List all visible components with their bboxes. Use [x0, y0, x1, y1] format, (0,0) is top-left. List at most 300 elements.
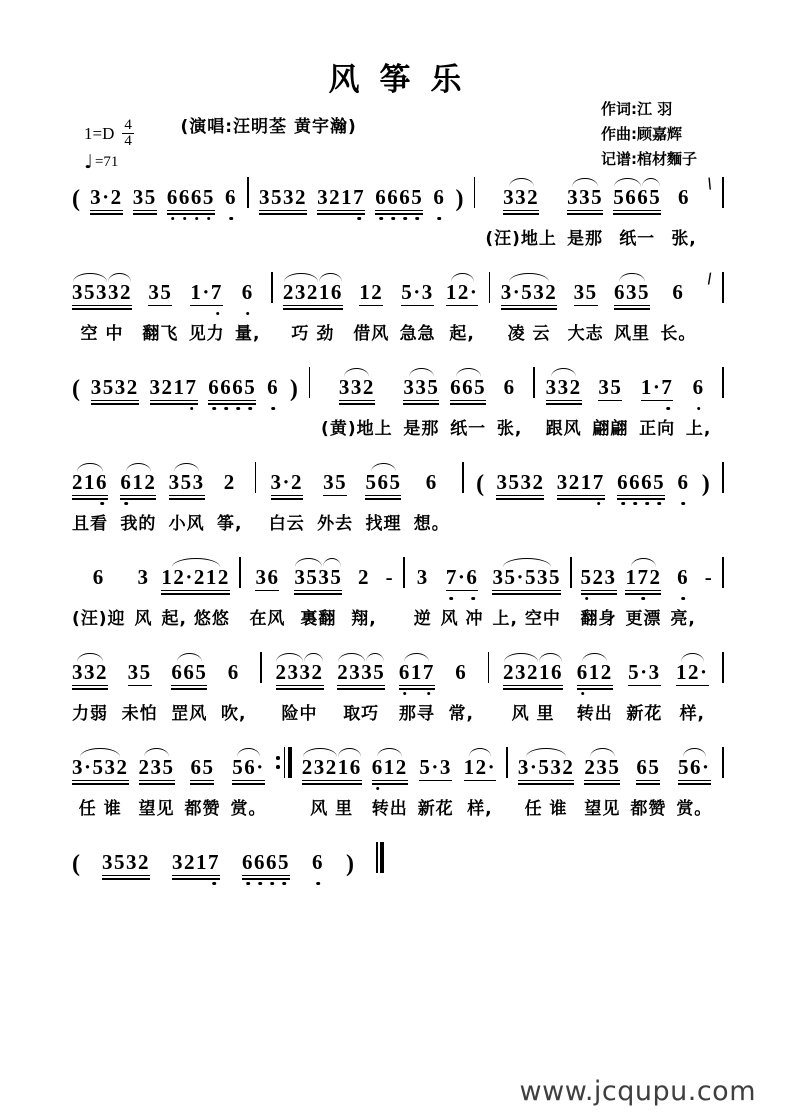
- note-cell: [225, 176, 237, 246]
- octave-dot-layer: [133, 215, 157, 222]
- note-area: [702, 461, 710, 507]
- octave-dot-layer: [426, 500, 438, 507]
- beam-line: [232, 780, 265, 782]
- note-area: [705, 556, 714, 602]
- octave-dot-layer: [401, 310, 434, 317]
- note-cell: [169, 461, 205, 534]
- slur-layer: [283, 271, 343, 281]
- octave-dot: [681, 597, 685, 601]
- note-cell: [568, 271, 604, 344]
- slur-layer: [598, 366, 622, 376]
- octave-dot-layer: [224, 500, 236, 507]
- beam-lines: [705, 588, 714, 595]
- lyric-text: 望见: [138, 799, 175, 819]
- octave-dot-layer: [399, 690, 435, 697]
- note-area: [707, 271, 712, 317]
- note-cell: [91, 366, 139, 436]
- note-digits: 612: [120, 470, 157, 494]
- slur-layer: [672, 271, 684, 281]
- beam-line: [372, 780, 408, 782]
- beam-lines: [232, 778, 265, 785]
- beam-line: [518, 780, 575, 782]
- note-area: [581, 556, 617, 602]
- close-paren: ): [455, 186, 464, 212]
- note-area: [372, 746, 408, 792]
- beam-line: [401, 305, 434, 307]
- beam-lines: [574, 303, 598, 310]
- note-digits: 3·2: [270, 470, 304, 494]
- note-area: [323, 461, 347, 507]
- beam-line: [276, 685, 324, 687]
- octave-dot-layer: [317, 215, 365, 222]
- quarter-note-icon: ♩: [84, 151, 93, 173]
- note-cell: [496, 461, 544, 531]
- lyric-text: 取巧: [343, 704, 380, 724]
- note-cell: [399, 651, 435, 724]
- note-area: [503, 176, 539, 222]
- slur-arc: [681, 653, 704, 662]
- symbol-cell: [72, 366, 80, 436]
- beam-line: [271, 495, 304, 497]
- beam-line: [190, 305, 223, 307]
- slur-layer: [574, 271, 598, 281]
- slur-layer: [577, 651, 613, 661]
- octave-dot-layer: [574, 310, 598, 317]
- note-digits: 6: [677, 565, 690, 589]
- symbol-cell: [239, 556, 241, 626]
- note-area: [359, 271, 383, 317]
- note-cell: [171, 651, 207, 724]
- lyric-text: 逆: [413, 609, 432, 629]
- barline: [260, 652, 262, 683]
- note-digits: 335: [567, 185, 604, 209]
- slur-arc: [451, 273, 474, 282]
- note-area: [375, 176, 423, 222]
- note-digits: -: [385, 565, 395, 589]
- credits-block: [601, 97, 697, 172]
- note-cell: [418, 746, 454, 819]
- slur-layer: [72, 651, 108, 661]
- slur-layer: [693, 366, 705, 376]
- octave-dot: [258, 882, 262, 886]
- note-digits: 235: [584, 755, 621, 779]
- beam-line: [628, 685, 661, 687]
- beam-lines: [636, 778, 660, 785]
- slur-arc: [172, 558, 220, 567]
- note-area: [419, 746, 452, 792]
- note-cell: [497, 366, 522, 439]
- note-area: [72, 271, 132, 317]
- beam-line: [171, 685, 207, 687]
- lyric-text: 新花: [626, 704, 663, 724]
- note-digits: 6: [312, 850, 324, 874]
- note-area: [567, 176, 603, 222]
- symbol-cell: [489, 271, 491, 341]
- octave-dot-layer: [546, 405, 582, 412]
- note-digits: 617: [398, 660, 435, 684]
- beam-line: [139, 780, 175, 782]
- note-digits: 332: [338, 375, 375, 399]
- note-cell: [102, 841, 150, 911]
- note-area: [294, 556, 342, 602]
- note-area: [72, 651, 108, 697]
- slur-layer: [613, 176, 661, 186]
- beam-lines: [676, 683, 709, 690]
- slur-layer: [317, 176, 365, 186]
- beam-lines: [677, 588, 689, 595]
- beam-lines: [693, 398, 705, 405]
- octave-dot-layer: [148, 310, 172, 317]
- slur-arc: [539, 653, 562, 662]
- octave-dot: [581, 692, 585, 696]
- octave-dot-layer: [403, 405, 439, 412]
- note-cell: [677, 461, 689, 531]
- lyric-text: 翻身: [580, 609, 617, 629]
- octave-dot: [379, 217, 383, 221]
- note-area: [346, 841, 354, 887]
- beam-lines: [386, 588, 395, 595]
- beam-lines: [401, 303, 434, 310]
- octave-dot-layer: [503, 215, 539, 222]
- beam-lines: [677, 493, 689, 500]
- symbol-cell: [474, 176, 476, 246]
- note-area: [93, 556, 105, 602]
- beam-lines: [625, 588, 661, 595]
- note-area: [247, 176, 249, 222]
- slur-layer: [557, 461, 605, 471]
- beam-line: [72, 305, 132, 307]
- octave-dot-layer: [283, 310, 343, 317]
- slur-layer: [503, 651, 563, 661]
- note-digits: 5665: [613, 185, 662, 209]
- lyric-text: 翩翩: [592, 419, 629, 439]
- beam-line: [259, 210, 307, 212]
- octave-dot: [657, 502, 661, 506]
- beam-line: [150, 400, 198, 402]
- note-cell: [518, 746, 575, 819]
- octave-dot: [597, 502, 601, 506]
- note-area: [242, 271, 254, 317]
- beam-line: [641, 400, 674, 402]
- note-area: [133, 176, 157, 222]
- measure-row: [72, 841, 724, 911]
- beam-line: [375, 210, 423, 212]
- beam-lines: [276, 683, 324, 690]
- note-area: [474, 176, 476, 222]
- beam-line: [636, 780, 660, 782]
- note-area: [496, 461, 544, 507]
- note-cell: [72, 746, 129, 819]
- beam-line: [172, 875, 220, 877]
- beam-line: [365, 495, 401, 497]
- beam-lines: [171, 683, 207, 690]
- note-cell: [557, 461, 605, 531]
- octave-dot-layer: [102, 880, 150, 887]
- note-area: [628, 651, 661, 697]
- score-line-3: [72, 366, 724, 439]
- slur-layer: [242, 841, 290, 851]
- slur-layer: [228, 651, 240, 661]
- beam-lines: [399, 683, 435, 690]
- beam-lines: [317, 208, 365, 215]
- lyric-text: 空 中: [80, 324, 124, 344]
- lyric-text: 转出: [576, 704, 613, 724]
- octave-dot-layer: [150, 405, 198, 412]
- symbol-cell: [309, 366, 311, 436]
- lyric-text: 新花: [417, 799, 454, 819]
- note-area: [137, 556, 149, 602]
- beam-lines: [139, 778, 175, 785]
- note-digits: 6: [692, 375, 705, 399]
- note-digits: 2332: [275, 660, 324, 684]
- slur-layer: [72, 461, 108, 471]
- slur-layer: [518, 746, 575, 756]
- note-cell: [259, 176, 307, 246]
- slur-arc: [526, 748, 566, 757]
- beam-lines: [426, 493, 438, 500]
- note-area: [693, 366, 705, 412]
- note-digits: 23216: [503, 660, 564, 684]
- note-area: [260, 651, 262, 697]
- note-digits: 172: [625, 565, 662, 589]
- note-cell: [372, 746, 408, 819]
- octave-dot-layer: [678, 215, 690, 222]
- slur-layer: [150, 366, 198, 376]
- octave-dot-layer: [90, 215, 123, 222]
- beam-lines: [283, 303, 343, 310]
- octave-dot-layer: [225, 215, 237, 222]
- note-area: [678, 176, 690, 222]
- slur-arc: [572, 178, 597, 187]
- barline: [722, 652, 724, 683]
- note-digits: 332: [545, 375, 582, 399]
- note-digits: 35: [573, 280, 598, 304]
- note-digits: 6: [677, 470, 690, 494]
- beam-lines: [678, 778, 711, 785]
- beam-line: [337, 685, 385, 687]
- note-digits: 612: [371, 755, 408, 779]
- beam-lines: [584, 778, 620, 785]
- beam-lines: [302, 778, 362, 785]
- slur-layer: [294, 556, 342, 566]
- beam-line: [492, 590, 561, 592]
- barline: [271, 272, 273, 303]
- octave-dot: [449, 597, 453, 601]
- note-area: [722, 746, 724, 792]
- lyric-text: 上,: [685, 419, 712, 439]
- octave-dot-layer: [598, 405, 622, 412]
- beam-line: [501, 305, 558, 307]
- slur-layer: [496, 461, 544, 471]
- octave-dot-layer: [128, 690, 152, 697]
- beam-lines: [496, 493, 544, 500]
- note-cell: [269, 461, 305, 534]
- note-area: [283, 271, 343, 317]
- slur-layer: [365, 461, 401, 471]
- slur-layer: [137, 556, 149, 566]
- note-area: [584, 746, 620, 792]
- slur-arc: [509, 273, 549, 282]
- lyric-text: 在风: [249, 609, 286, 629]
- slur-arc: [295, 558, 322, 567]
- beam-line: [148, 305, 172, 307]
- slur-layer: [167, 176, 215, 186]
- score-line-1: [72, 175, 724, 249]
- note-cell: [120, 461, 156, 534]
- symbol-cell: [403, 556, 405, 626]
- octave-dot: [195, 217, 199, 221]
- slur-layer: [501, 271, 558, 281]
- lyric-text: 白云: [268, 514, 305, 534]
- slur-layer: [225, 176, 237, 186]
- note-area: [91, 366, 139, 412]
- lyric-text: 小风: [168, 514, 205, 534]
- octave-dot: [246, 312, 250, 316]
- slur-arc: [77, 463, 102, 472]
- note-cell: [142, 271, 178, 344]
- octave-dot-layer: [557, 500, 605, 507]
- note-digits: 5·3: [401, 280, 434, 304]
- note-cell: [441, 556, 484, 629]
- lyric-text: 吹,: [221, 704, 247, 724]
- note-area: [574, 271, 598, 317]
- beam-lines: [492, 588, 561, 595]
- octave-dot-layer: [190, 785, 214, 792]
- beam-line: [294, 590, 342, 592]
- lyric-text: 我的: [120, 514, 157, 534]
- slur-layer: [339, 366, 375, 376]
- symbol-cell: [722, 271, 724, 341]
- octave-dot-layer: [208, 405, 256, 412]
- octave-dot: [376, 787, 380, 791]
- beam-line: [613, 210, 661, 212]
- symbol-cell: [247, 176, 249, 246]
- note-area: [309, 366, 311, 412]
- octave-dot: [213, 407, 217, 411]
- lyric-text: 是那: [567, 229, 604, 249]
- note-area: [161, 556, 230, 602]
- symbol-cell: [722, 366, 724, 436]
- symbol-cell: [260, 651, 262, 721]
- slur-layer: [450, 366, 486, 376]
- beam-lines: [208, 398, 256, 405]
- note-area: [290, 366, 298, 412]
- slur-arc: [683, 748, 706, 757]
- slur-arc: [108, 273, 131, 282]
- beam-lines: [417, 588, 429, 595]
- beam-lines: [577, 683, 613, 690]
- slur-layer: [171, 651, 207, 661]
- meter-denominator: 4: [124, 133, 132, 149]
- beam-lines: [337, 683, 385, 690]
- score-line-7: [72, 746, 724, 819]
- note-digits: 335: [403, 375, 440, 399]
- slur-layer: [208, 366, 256, 376]
- note-area: [598, 366, 622, 412]
- octave-dot-layer: [365, 500, 401, 507]
- note-area: [72, 841, 80, 887]
- octave-dot: [207, 217, 211, 221]
- note-cell: [90, 176, 123, 246]
- octave-dot-layer: [137, 595, 149, 602]
- beam-lines: [137, 588, 149, 595]
- lyric-text: 望见: [584, 799, 621, 819]
- measure-row: [72, 556, 724, 629]
- note-area: [417, 556, 429, 602]
- lyric-text: 那寻: [398, 704, 435, 724]
- beam-lines: [90, 208, 123, 215]
- watermark-url: www.jcqupu.com: [519, 1076, 756, 1107]
- beam-lines: [613, 208, 661, 215]
- beam-lines: [628, 683, 661, 690]
- octave-dot-layer: [446, 595, 479, 602]
- beam-line: [91, 400, 139, 402]
- note-digits: 523: [580, 565, 617, 589]
- note-area: [150, 366, 198, 412]
- note-area: [128, 651, 152, 697]
- note-digits: 3217: [149, 375, 198, 399]
- barline: [462, 462, 464, 493]
- note-cell: [492, 556, 561, 629]
- note-digits: 665: [450, 375, 487, 399]
- note-cell: [386, 556, 395, 626]
- note-area: [613, 176, 661, 222]
- note-digits: 65: [636, 755, 661, 779]
- note-area: [722, 366, 724, 412]
- note-digits: 35: [148, 280, 173, 304]
- octave-dot-layer: [339, 405, 375, 412]
- note-digits: 35332: [72, 280, 132, 304]
- note-digits: 3217: [172, 850, 220, 874]
- note-cell: [625, 556, 661, 629]
- slur-layer: [190, 746, 214, 756]
- slur-layer: [91, 366, 139, 376]
- note-cell: [503, 651, 563, 724]
- note-area: [722, 271, 724, 317]
- composer-credit: 作曲:顾嘉辉: [601, 125, 682, 143]
- octave-dot-layer: [693, 405, 705, 412]
- beam-lines: [224, 493, 236, 500]
- note-area: [614, 271, 650, 317]
- octave-dot-layer: [641, 405, 674, 412]
- barline: [489, 272, 491, 303]
- note-area: [171, 651, 207, 697]
- beam-line: [625, 590, 661, 592]
- note-cell: [351, 556, 376, 629]
- beam-lines: [678, 208, 690, 215]
- performers-line: (演唱:汪明荃 黄宇瀚): [180, 117, 357, 137]
- octave-dot-layer: [72, 310, 132, 317]
- beam-line: [90, 210, 123, 212]
- note-cell: [375, 176, 423, 246]
- slur-layer: [419, 746, 452, 756]
- slur-layer: [433, 176, 445, 186]
- barline: [474, 177, 476, 208]
- note-digits: 665: [171, 660, 208, 684]
- note-cell: [276, 651, 324, 724]
- octave-dot-layer: [676, 690, 709, 697]
- barline: [722, 557, 724, 588]
- beam-lines: [503, 683, 563, 690]
- slur-layer: [567, 176, 603, 186]
- note-digits: 1·7: [640, 375, 674, 399]
- beam-line: [283, 305, 343, 307]
- song-title: 风筝乐: [328, 62, 482, 98]
- slur-layer: [678, 176, 690, 186]
- note-cell: [139, 746, 175, 819]
- beam-lines: [617, 493, 665, 500]
- slur-arc: [469, 748, 492, 757]
